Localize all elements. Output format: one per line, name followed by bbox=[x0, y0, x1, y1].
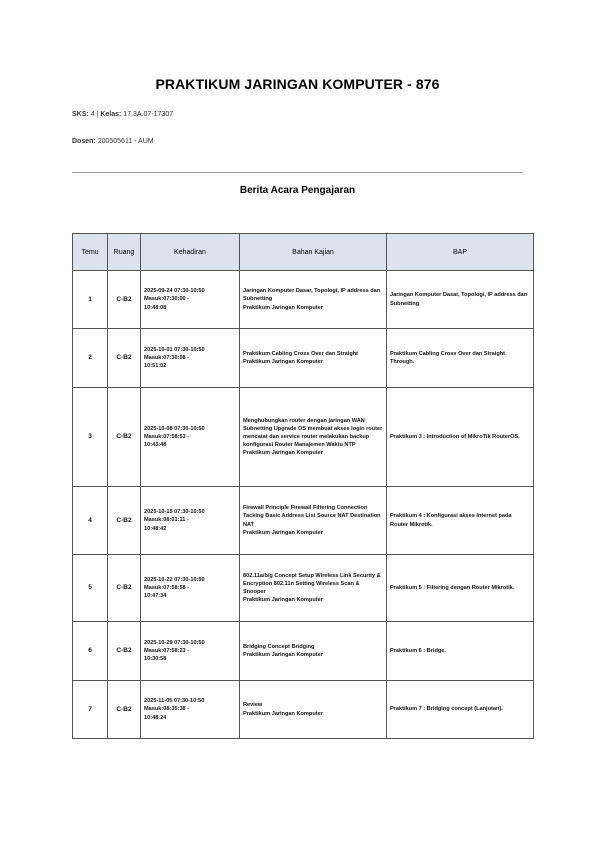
kajian-sub-text: Praktikum Jaringan Komputer bbox=[243, 304, 323, 311]
cell-temu bbox=[73, 622, 108, 681]
keluar-text: 10:48:42 bbox=[144, 525, 167, 532]
bap-text: Praktikum 6 : Bridge. bbox=[390, 647, 446, 654]
keluar-text: 10:48:08 bbox=[144, 304, 167, 311]
sks-value: 4 bbox=[90, 111, 95, 118]
cell-kehadiran bbox=[141, 555, 240, 622]
dosen-value: 200505611 - AUM bbox=[97, 138, 154, 145]
table-row bbox=[73, 622, 534, 681]
cell-temu bbox=[73, 487, 108, 555]
sks-label: SKS: bbox=[72, 111, 89, 118]
ruang-value: C-B2 bbox=[116, 354, 132, 362]
jadwal-text: 2025-10-29 07:30-10:50 bbox=[144, 639, 205, 646]
ruang-value: C-B2 bbox=[116, 295, 132, 303]
course-info bbox=[72, 111, 173, 118]
masuk-text: Masuk:07:58:58 - bbox=[144, 584, 190, 591]
kajian-sub-text: Praktikum Jaringan Komputer bbox=[243, 450, 323, 457]
header-kehadiran: Kehadiran bbox=[141, 234, 240, 271]
jadwal-text: 2025-10-15 07:30-10:50 bbox=[144, 509, 205, 516]
table-row bbox=[73, 388, 534, 487]
keluar-text: 10:47:34 bbox=[144, 593, 167, 600]
bap-text: Praktikum 7 : Bridging concept (Lanjutan). bbox=[390, 706, 503, 713]
masuk-text: Masuk:08:35:38 - bbox=[144, 706, 190, 713]
ruang-value: C-B2 bbox=[116, 705, 132, 713]
kajian-text: 802.11a/b/g Concept Setup Wireless Link Security & Encryption 802.11n Setting Wireless Scan & Snooper bbox=[243, 572, 381, 595]
cell-bap bbox=[387, 622, 534, 681]
cell-kehadiran bbox=[141, 388, 240, 487]
divider bbox=[72, 172, 523, 173]
cell-ruang bbox=[108, 388, 141, 487]
cell-bap bbox=[387, 388, 534, 487]
masuk-text: Masuk:07:30:08 - bbox=[144, 354, 190, 361]
temu-value: 3 bbox=[88, 433, 92, 441]
cell-temu bbox=[73, 681, 108, 739]
kajian-sub-text: Praktikum Jaringan Komputer bbox=[243, 359, 323, 365]
cell-ruang bbox=[108, 487, 141, 555]
masuk-text: Masuk:07:30:00 - bbox=[144, 296, 190, 303]
temu-value: 2 bbox=[88, 354, 92, 362]
keluar-text: 10:43:48 bbox=[144, 442, 167, 449]
header-temu: Temu bbox=[73, 234, 108, 271]
cell-bahan-kajian bbox=[240, 388, 387, 487]
cell-kehadiran bbox=[141, 487, 240, 555]
cell-bahan-kajian bbox=[240, 329, 387, 388]
bap-text: Praktikum Cabling Cross Over dan Straight Through. bbox=[390, 350, 506, 365]
kelas-value: 17.3A.07-17307 bbox=[123, 111, 174, 118]
info-separator: | bbox=[96, 111, 99, 118]
temu-value: 7 bbox=[88, 705, 92, 713]
table-row bbox=[73, 487, 534, 555]
kajian-sub-text: Praktikum Jaringan Komputer bbox=[243, 652, 323, 658]
header-bap: BAP bbox=[387, 234, 534, 271]
cell-bap bbox=[387, 487, 534, 555]
cell-bap bbox=[387, 681, 534, 739]
kajian-text: Firewall Principle Firewall Filtering Connection Tacking Basic Address List Source NAT Destination NAT bbox=[243, 505, 381, 528]
bap-text: Praktikum 3 : Introduction of MikroTik RouterOS. bbox=[390, 433, 520, 440]
cell-temu bbox=[73, 271, 108, 329]
jadwal-text: 2025-10-22 07:30-10:50 bbox=[144, 576, 205, 583]
section-title: Berita Acara Pengajaran bbox=[239, 185, 356, 196]
cell-ruang bbox=[108, 681, 141, 739]
cell-bahan-kajian bbox=[240, 487, 387, 555]
cell-temu bbox=[73, 555, 108, 622]
bap-text: Jaringan Komputer Dasar, Topologi, IP address dan Subnetting bbox=[390, 292, 528, 307]
jadwal-text: 2025-10-01 07:30-10:50 bbox=[144, 346, 205, 353]
masuk-text: Masuk:08:01:11 - bbox=[144, 517, 189, 524]
bap-text: Praktikum 5 : Filtering dengan Router Mikrotik. bbox=[390, 584, 515, 591]
cell-kehadiran bbox=[141, 681, 240, 739]
cell-ruang bbox=[108, 622, 141, 681]
cell-bahan-kajian bbox=[240, 555, 387, 622]
dosen-label: Dosen: bbox=[72, 138, 96, 145]
jadwal-text: 2025-10-08 07:30-10:50 bbox=[144, 425, 205, 432]
kajian-text: Praktikum Cabling Cross Over dan Straight bbox=[243, 350, 359, 357]
header-ruang: Ruang bbox=[108, 234, 141, 271]
ruang-value: C-B2 bbox=[116, 647, 132, 655]
temu-value: 4 bbox=[88, 516, 92, 524]
table-row bbox=[73, 329, 534, 388]
cell-ruang bbox=[108, 329, 141, 388]
lecturer-info bbox=[72, 138, 154, 145]
kajian-text: Review bbox=[243, 702, 263, 709]
keluar-text: 10:51:02 bbox=[144, 363, 167, 370]
teaching-record-table bbox=[72, 233, 534, 739]
kajian-text: Jaringan Komputer Dasar, Topologi, IP address dan Subnetting bbox=[243, 288, 381, 303]
cell-kehadiran bbox=[141, 271, 240, 329]
temu-value: 5 bbox=[88, 584, 92, 592]
cell-kehadiran bbox=[141, 329, 240, 388]
ruang-value: C-B2 bbox=[116, 516, 132, 524]
masuk-text: Masuk:07:58:23 - bbox=[144, 647, 190, 654]
jadwal-text: 2025-11-05 07:30-10:50 bbox=[144, 698, 205, 705]
jadwal-text: 2025-09-24 07:30-10:50 bbox=[144, 288, 205, 295]
keluar-text: 10:30:58 bbox=[144, 656, 167, 663]
kajian-sub-text: Praktikum Jaringan Komputer bbox=[243, 529, 323, 536]
table-row bbox=[73, 271, 534, 329]
bap-text: Praktikum 4 : Konfigurasi akses Internet pada Router Mikrotik. bbox=[390, 513, 512, 528]
cell-ruang bbox=[108, 555, 141, 622]
cell-ruang bbox=[108, 271, 141, 329]
ruang-value: C-B2 bbox=[116, 584, 132, 592]
keluar-text: 10:48:24 bbox=[144, 714, 167, 721]
kajian-sub-text: Praktikum Jaringan Komputer bbox=[243, 710, 323, 717]
cell-temu bbox=[73, 329, 108, 388]
cell-bahan-kajian bbox=[240, 271, 387, 329]
cell-bap bbox=[387, 271, 534, 329]
table-row bbox=[73, 681, 534, 739]
page-title: PRAKTIKUM JARINGAN KOMPUTER - 876 bbox=[155, 76, 440, 92]
cell-temu bbox=[73, 388, 108, 487]
kajian-text: Menghubungkan router dengan jaringan WAN Subnetting Upgrade OS membuat akses login router mencatat dan service router melakukan backup konfigurasi Router Manajemen Waktu NTP bbox=[243, 417, 383, 449]
cell-bahan-kajian bbox=[240, 681, 387, 739]
cell-kehadiran bbox=[141, 622, 240, 681]
masuk-text: Masuk:07:58:53 - bbox=[144, 433, 190, 440]
table-header-row bbox=[73, 234, 534, 271]
cell-bap bbox=[387, 329, 534, 388]
cell-bahan-kajian bbox=[240, 622, 387, 681]
temu-value: 6 bbox=[88, 647, 92, 655]
ruang-value: C-B2 bbox=[116, 433, 132, 441]
temu-value: 1 bbox=[88, 295, 92, 303]
kajian-sub-text: Praktikum Jaringan Komputer bbox=[243, 597, 323, 604]
kajian-text: Bridging Concept Bridging bbox=[243, 643, 315, 650]
table-row bbox=[73, 555, 534, 622]
cell-bap bbox=[387, 555, 534, 622]
kelas-label: Kelas: bbox=[100, 111, 122, 118]
header-bahan-kajian: Bahan Kajian bbox=[240, 234, 387, 271]
